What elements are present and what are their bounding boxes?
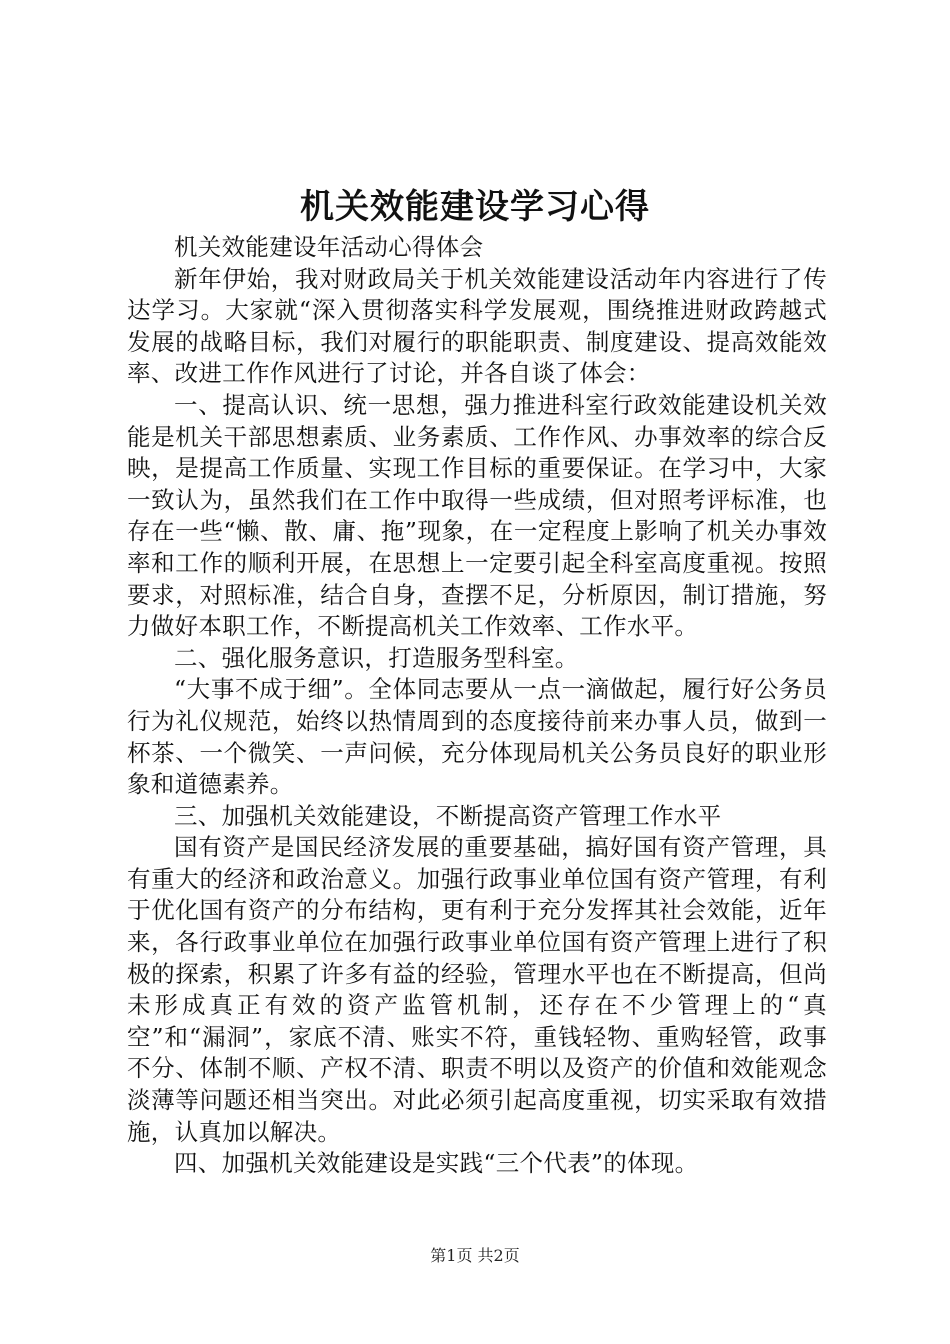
paragraph-subtitle: 机关效能建设年活动心得体会	[174, 233, 484, 261]
heading-section-4: 四、加强机关效能建设是实践“三个代表”的体现。	[174, 1149, 699, 1178]
document-title: 机关效能建设学习心得	[300, 187, 650, 227]
paragraph-section-3: 国有资产是国民经济发展的重要基础，搞好国有资产管理，具有重大的经济和政治意义。加强行政事业单位国有资产管理，有利于优化国有资产的分布结构，更有利于充分发挥其社会效能，近年来，各行政事业单位在加强行政事业单位国有资产管理上进行了积极的探索，积累了许多有益的经验，管理水平也在不断提高，但尚未形成真正有效的资产监管机制，还存在不少管理上的“真空”和“漏洞”，家底不清、账实不符，重钱轻物、重购轻管，政事不分、体制不顺、产权不清、职责不明以及资产的价值和效能观念淡薄等问题还相当突出。对此必须引起高度重视，切实采取有效措施，认真加以解决。	[127, 833, 827, 1146]
document-body	[127, 232, 827, 1180]
paragraph-intro: 新年伊始，我对财政局关于机关效能建设活动年内容进行了传达学习。大家就“深入贯彻落实科学发展观，围绕推进财政跨越式发展的战略目标，我们对履行的职能职责、制度建设、提高效能效率、改进工作作风进行了讨论，并各自谈了体会：	[127, 264, 827, 388]
paragraph-section-2: “大事不成于细”。全体同志要从一点一滴做起，履行好公务员行为礼仪规范，始终以热情周到的态度接待前来办事人员，做到一杯茶、一个微笑、一声问候，充分体现局机关公务员良好的职业形象和道德素养。	[127, 675, 827, 799]
paragraph-section-1: 一、提高认识、统一思想，强力推进科室行政效能建设机关效能是机关干部思想素质、业务素质、工作作风、办事效率的综合反映，是提高工作质量、实现工作目标的重要保证。在学习中，大家一致认为，虽然我们在工作中取得一些成绩，但对照考评标准，也存在一些“懒、散、庸、拖”现象，在一定程度上影响了机关办事效率和工作的顺利开展，在思想上一定要引起全科室高度重视。按照要求，对照标准，结合自身，查摆不足，分析原因，制订措施，努力做好本职工作，不断提高机关工作效率、工作水平。	[127, 390, 827, 641]
page-number-footer: 第1页 共2页	[430, 1246, 520, 1265]
heading-section-2: 二、强化服务意识，打造服务型科室。	[174, 643, 579, 672]
heading-section-3: 三、加强机关效能建设，不断提高资产管理工作水平	[174, 801, 722, 830]
